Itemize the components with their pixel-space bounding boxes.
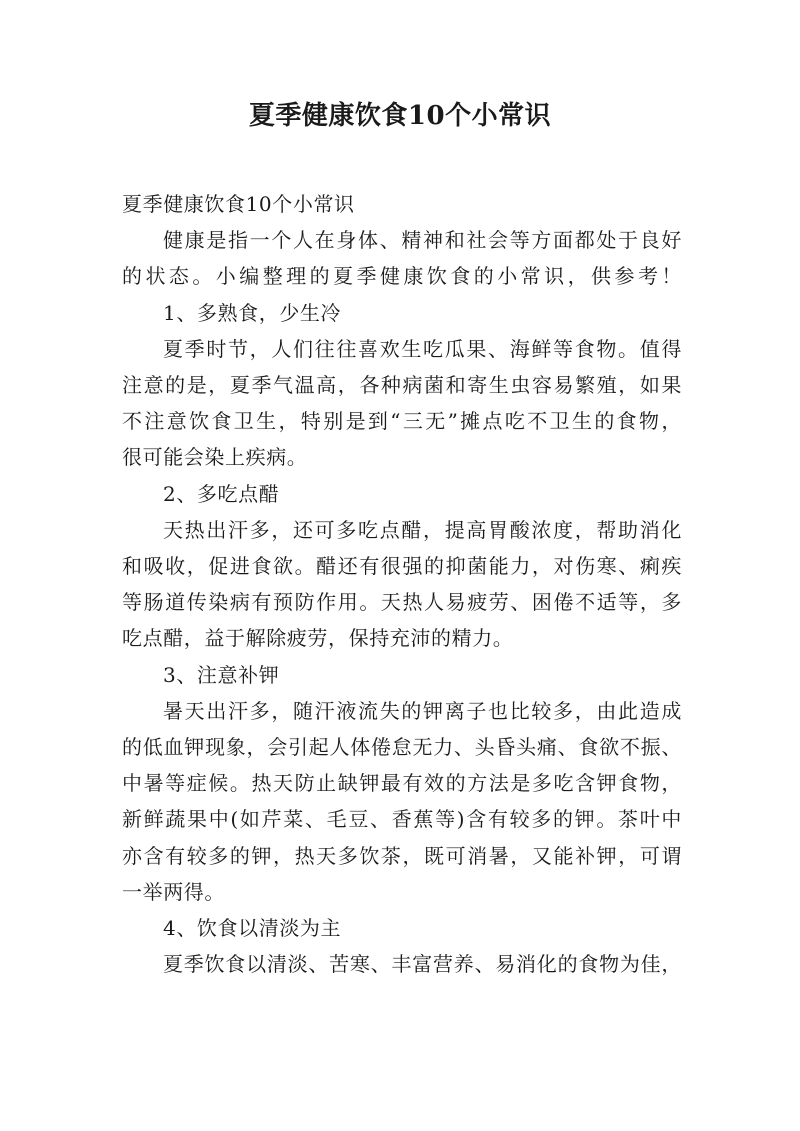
paragraph-line: 和吸收，促进食欲。醋还有很强的抑菌能力，对伤寒、痢疾 <box>122 554 682 579</box>
subtitle-line: 夏季健康饮食10个小常识 <box>122 192 355 216</box>
paragraph-line: 等肠道传染病有预防作用。天热人易疲劳、困倦不适等，多 <box>122 590 682 615</box>
paragraph-line: 天热出汗多，还可多吃点醋，提高胃酸浓度，帮助消化 <box>163 517 682 542</box>
document-body <box>122 186 682 982</box>
paragraph-line: 1、多熟食，少生冷 <box>163 300 342 325</box>
paragraph-line: 3、注意补钾 <box>163 662 280 687</box>
paragraph-line: 2、多吃点醋 <box>163 481 280 506</box>
paragraph-line: 暑天出汗多，随汗液流失的钾离子也比较多，由此造成 <box>163 698 682 723</box>
paragraph-line: 夏季时节，人们往往喜欢生吃瓜果、海鲜等食物。值得 <box>163 336 682 361</box>
paragraph-line: 4、饮食以清淡为主 <box>163 916 342 941</box>
document-title: 夏季健康饮食10个小常识 <box>248 101 552 131</box>
paragraph-line: 亦含有较多的钾，热天多饮茶，既可消暑，又能补钾，可谓 <box>122 843 682 868</box>
paragraph-line: 中暑等症候。热天防止缺钾最有效的方法是多吃含钾食物， <box>122 771 682 796</box>
paragraph-line: 夏季饮食以清淡、苦寒、丰富营养、易消化的食物为佳， <box>163 952 682 977</box>
paragraph-line: 健康是指一个人在身体、精神和社会等方面都处于良好 <box>163 228 682 253</box>
paragraph-line: 不注意饮食卫生，特别是到“三无”摊点吃不卫生的食物， <box>122 409 682 434</box>
paragraph-line: 新鲜蔬果中(如芹菜、毛豆、香蕉等)含有较多的钾。茶叶中 <box>122 807 682 832</box>
paragraph-line: 一举两得。 <box>122 879 225 904</box>
paragraph-line: 注意的是，夏季气温高，各种病菌和寄生虫容易繁殖，如果 <box>122 373 682 398</box>
paragraph-line: 的低血钾现象，会引起人体倦怠无力、头昏头痛、食欲不振、 <box>122 735 682 760</box>
paragraph-line: 吃点醋，益于解除疲劳，保持充沛的精力。 <box>122 626 514 651</box>
paragraph-line: 的状态。小编整理的夏季健康饮食的小常识，供参考！ <box>122 264 682 289</box>
paragraph-line: 很可能会染上疾病。 <box>122 445 308 470</box>
